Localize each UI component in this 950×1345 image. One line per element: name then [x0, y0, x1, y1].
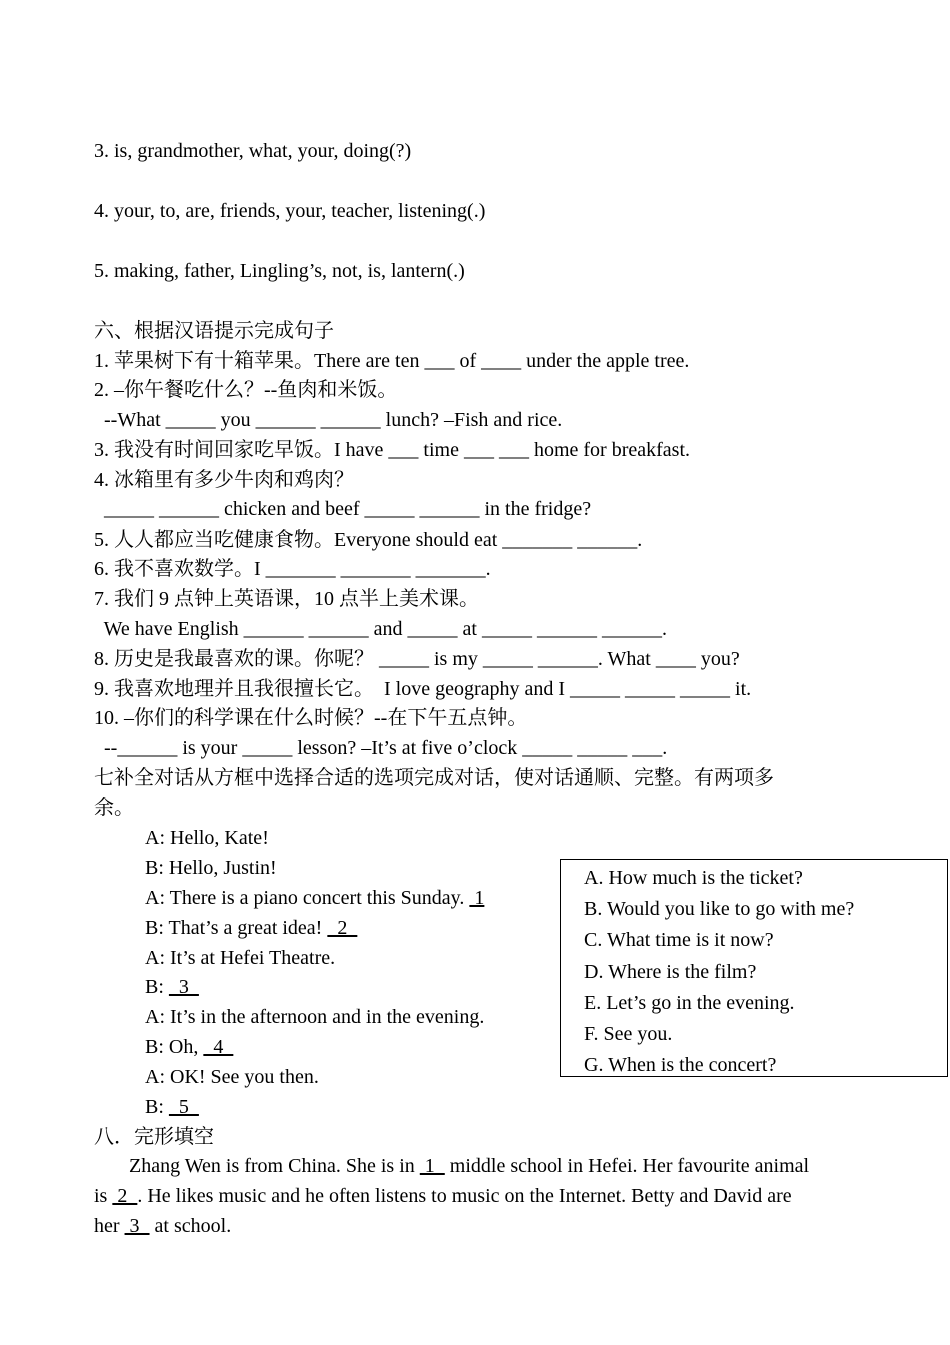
dialogue-blank-3: 3 — [168, 976, 199, 998]
reorder-item-4: 4. your, to, are, friends, your, teacher, listening(.) — [94, 200, 486, 222]
option-d: D. Where is the film? — [584, 961, 757, 983]
s6-line: 6. 我不喜欢数学。I _______ _______ _______. — [94, 558, 491, 580]
option-c: C. What time is it now? — [584, 929, 774, 951]
option-f: F. See you. — [584, 1023, 673, 1045]
dialogue-line: A: OK! See you then. — [145, 1066, 319, 1088]
dialogue-blank-5: 5 — [168, 1096, 199, 1118]
s6-line: 4. 冰箱里有多少牛肉和鸡肉？ — [94, 469, 354, 491]
cloze-blank-1: 1 — [419, 1155, 445, 1177]
dialogue-blank-2: 2 — [327, 917, 358, 939]
option-a: A. How much is the ticket? — [584, 867, 803, 889]
dialogue-line: A: There is a piano concert this Sunday. 1 — [145, 887, 485, 909]
dialogue-line: B: 5 — [145, 1096, 199, 1118]
cloze-blank-3: 3 — [124, 1215, 150, 1237]
dialogue-line: B: 3 — [145, 976, 199, 998]
dialogue-line: B: Hello, Justin! — [145, 857, 277, 879]
dialogue-line: A: Hello, Kate! — [145, 827, 269, 849]
options-box — [560, 859, 948, 1077]
reorder-item-5: 5. making, father, Lingling’s, not, is, lantern(.) — [94, 260, 465, 282]
s6-line: --______ is your _____ lesson? –It’s at five o’clock _____ _____ ___. — [94, 737, 668, 759]
dialogue-blank-1: 1 — [469, 887, 485, 909]
section-8-title: 八．完形填空 — [94, 1126, 214, 1148]
cloze-line: is 2 . He likes music and he often listens to music on the Internet. Betty and David are — [94, 1185, 792, 1207]
section-6-title: 六、根据汉语提示完成句子 — [94, 320, 334, 342]
s6-line: 3. 我没有时间回家吃早饭。I have ___ time ___ ___ home for breakfast. — [94, 439, 691, 461]
dialogue-line: A: It’s in the afternoon and in the evening. — [145, 1006, 485, 1028]
option-g: G. When is the concert? — [584, 1054, 777, 1076]
section-7-title: 七补全对话从方框中选择合适的选项完成对话，使对话通顺、完整。有两项多 — [94, 767, 774, 789]
section-7-title-cont: 余。 — [94, 797, 134, 819]
dialogue-line: B: That’s a great idea! 2 — [145, 917, 358, 939]
s6-line: We have English ______ ______ and _____ at _____ ______ ______. — [94, 618, 667, 640]
cloze-line: Zhang Wen is from China. She is in 1 middle school in Hefei. Her favourite animal — [94, 1155, 810, 1177]
cloze-line: her 3 at school. — [94, 1215, 232, 1237]
option-e: E. Let’s go in the evening. — [584, 992, 795, 1014]
dialogue-line: B: Oh, 4 — [145, 1036, 234, 1058]
s6-line: 9. 我喜欢地理并且我很擅长它。 I love geography and I _____ _____ _____ it. — [94, 678, 752, 700]
s6-line: 7. 我们 9 点钟上英语课，10 点半上美术课。 — [94, 588, 479, 610]
cloze-blank-2: 2 — [112, 1185, 138, 1207]
s6-line: 10. –你们的科学课在什么时候？--在下午五点钟。 — [94, 707, 528, 729]
dialogue-line: A: It’s at Hefei Theatre. — [145, 947, 336, 969]
s6-line: _____ ______ chicken and beef _____ ______ in the fridge? — [94, 498, 592, 520]
s6-line: 8. 历史是我最喜欢的课。你呢？ _____ is my _____ ______. What ____ you? — [94, 648, 740, 670]
s6-line: 5. 人人都应当吃健康食物。Everyone should eat _______ ______. — [94, 529, 643, 551]
s6-line: --What _____ you ______ ______ lunch? –Fish and rice. — [94, 409, 563, 431]
s6-line: 2. –你午餐吃什么？--鱼肉和米饭。 — [94, 379, 398, 401]
s6-line: 1. 苹果树下有十箱苹果。There are ten ___ of ____ under the apple tree. — [94, 350, 690, 372]
dialogue-blank-4: 4 — [203, 1036, 234, 1058]
option-b: B. Would you like to go with me? — [584, 898, 855, 920]
reorder-item-3: 3. is, grandmother, what, your, doing(?) — [94, 140, 412, 162]
